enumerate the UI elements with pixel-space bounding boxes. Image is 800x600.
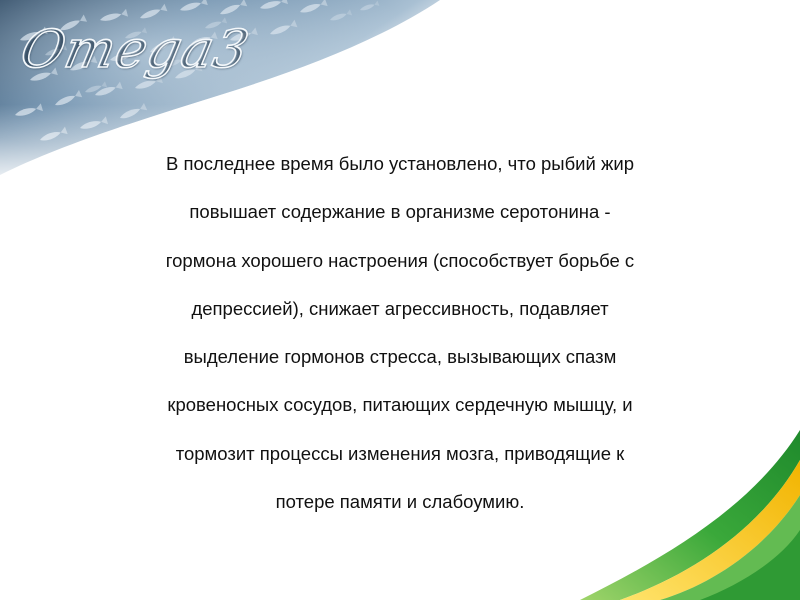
body-line: выделение гормонов стресса, вызывающих спазм (183, 346, 617, 368)
body-paragraph (130, 140, 670, 526)
body-line: потере памяти и слабоумию. (275, 491, 525, 513)
body-line: гормона хорошего настроения (способствует борьбе с (165, 249, 635, 271)
body-line: кровеносных сосудов, питающих сердечную мышцу, и (167, 394, 633, 416)
body-line: тормозит процессы изменения мозга, приводящие к (175, 442, 625, 464)
omega3-logo: Omega3 (15, 20, 255, 80)
body-line: В последнее время было установлено, что рыбий жир (166, 153, 634, 174)
body-line: повышает содержание в организме серотонина - (189, 201, 611, 223)
body-line: депрессией), снижает агрессивность, подавляет (191, 297, 609, 319)
